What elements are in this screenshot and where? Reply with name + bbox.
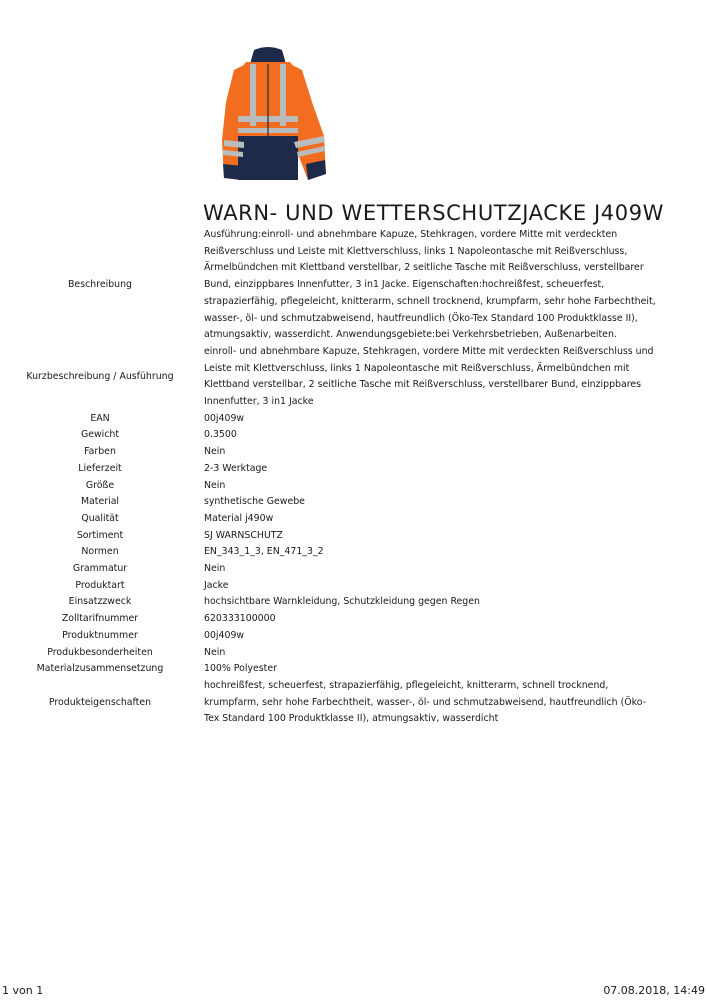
spec-row	[0, 227, 707, 344]
spec-label: Produkteigenschaften	[48, 696, 152, 708]
spec-value: 00j409w	[204, 412, 245, 424]
spec-label: Materialzusammensetzung	[36, 663, 164, 675]
spec-row	[0, 661, 707, 678]
spec-row	[0, 528, 707, 545]
spec-value: Jacke	[204, 579, 229, 591]
spec-row	[0, 478, 707, 495]
print-timestamp: 07.08.2018, 14:49	[603, 984, 705, 997]
spec-value: Nein	[204, 446, 226, 458]
spec-value: Material j490w	[204, 512, 274, 524]
spec-value: hochsichtbare Warnkleidung, Schutzkleidung gegen Regen	[204, 596, 480, 608]
spec-value: 100% Polyester	[204, 663, 277, 675]
spec-value: synthetische Gewebe	[204, 496, 305, 508]
spec-row	[0, 344, 707, 411]
spec-row	[0, 411, 707, 428]
spec-label: Kurzbeschreibung / Ausführung	[26, 370, 174, 382]
spec-row	[0, 544, 707, 561]
spec-label: Farben	[84, 446, 116, 458]
spec-value: 00j409w	[204, 629, 245, 641]
spec-value: 2-3 Werktage	[204, 462, 268, 474]
spec-value: Nein	[204, 563, 226, 575]
spec-value: EN_343_1_3, EN_471_3_2	[204, 546, 324, 558]
spec-label: Lieferzeit	[78, 462, 122, 474]
spec-row	[0, 578, 707, 595]
spec-row	[0, 594, 707, 611]
spec-table	[0, 227, 707, 728]
spec-label: Größe	[85, 479, 115, 491]
spec-label: Produkbesonderheiten	[47, 646, 153, 658]
spec-row	[0, 427, 707, 444]
spec-row	[0, 628, 707, 645]
spec-label: Sortiment	[76, 529, 124, 541]
spec-row	[0, 494, 707, 511]
spec-row	[0, 461, 707, 478]
spec-label: Produktnummer	[62, 629, 138, 641]
spec-row	[0, 645, 707, 662]
page-number: 1 von 1	[2, 984, 44, 997]
spec-value: einroll- und abnehmbare Kapuze, Stehkragen, vordere Mitte mit verdeckten Reißverschluss und Leiste mit Klettverschluss, links 1 Napoleontasche mit Reißverschluss, Ärmelbündchen mit Klettband verstellbar, 2 seitliche Tasche mit Reißverschluss, verstellbarer Bund, einzippbares Innenfutter, 3 in1 Jacke	[204, 345, 654, 408]
product-title: WARN- UND WETTERSCHUTZJACKE J409W	[203, 201, 665, 225]
spec-value: Nein	[204, 646, 226, 658]
spec-label: Beschreibung	[68, 279, 132, 291]
spec-row	[0, 611, 707, 628]
spec-value: SJ WARNSCHUTZ	[204, 529, 283, 541]
spec-row	[0, 561, 707, 578]
spec-label: Grammatur	[72, 563, 128, 575]
spec-label: Qualität	[81, 512, 119, 524]
spec-value: 620333100000	[204, 613, 276, 625]
jacket-icon	[198, 40, 338, 190]
spec-value: hochreißfest, scheuerfest, strapazierfähig, pflegeleicht, knitterarm, schnell trocknend, krumpfarm, sehr hohe Farbechtheit, wasser-, öl- und schmutzabweisend, hautfreundlich (Öko-Tex Standard 100 Produktklasse II), atmungsaktiv, wasserdicht	[204, 679, 647, 725]
spec-label: Produktart	[75, 579, 125, 591]
spec-row	[0, 678, 707, 728]
spec-value: Nein	[204, 479, 226, 491]
spec-row	[0, 444, 707, 461]
spec-label: EAN	[90, 412, 110, 424]
spec-value: 0.3500	[204, 429, 237, 441]
spec-label: Einsatzzweck	[68, 596, 132, 608]
spec-row	[0, 511, 707, 528]
spec-value: Ausführung:einroll- und abnehmbare Kapuze, Stehkragen, vordere Mitte mit verdeckten Reißverschluss und Leiste mit Klettverschluss, links 1 Napoleontasche mit Reißverschluss, Ärmelbündchen mit Klettband verstellbar, 2 seitliche Tasche mit Reißverschluss, verstellbarer Bund, einzippbares Innenfutter, 3 in1 Jacke. Eigenschaften:hochreißfest, scheuerfest, strapazierfähig, pflegeleicht, knitterarm, schnell trocknend, krumpfarm, sehr hohe Farbechtheit, wasser-, öl- und schmutzabweisend, hautfreundlich (Öko-Tex Standard 100 Produktklasse II), atmungsaktiv, wasserdicht. Anwendungsgebiete:bei Verkehrsbetrieben, Außenarbeiten.	[204, 229, 656, 341]
spec-label: Gewicht	[80, 429, 120, 441]
spec-label: Normen	[81, 546, 119, 558]
product-image	[198, 40, 338, 190]
spec-label: Material	[80, 496, 120, 508]
spec-label: Zolltarifnummer	[61, 613, 139, 625]
